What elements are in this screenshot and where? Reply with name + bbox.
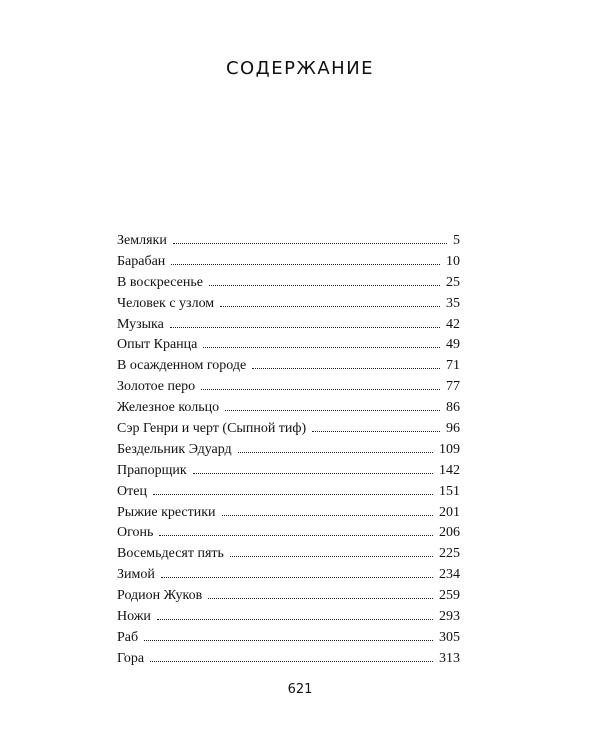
toc-entry-page: 71	[446, 358, 460, 374]
toc-entry-title: В воскресенье	[117, 274, 203, 290]
toc-entry-title: Человек с узлом	[117, 295, 215, 311]
toc-entry-page: 305	[439, 629, 460, 645]
toc-entry	[117, 503, 460, 524]
toc-entry-page: 86	[446, 400, 460, 416]
toc-entry	[117, 440, 460, 461]
table-of-contents	[117, 231, 460, 670]
toc-entry-title: Сэр Генри и черт (Сыпной тиф)	[117, 421, 307, 437]
toc-entry-page: 201	[439, 504, 460, 520]
toc-entry-title: Барабан	[117, 253, 166, 269]
toc-entry-page: 142	[439, 462, 460, 478]
dot-leader	[209, 285, 440, 286]
dot-leader	[238, 452, 433, 453]
dot-leader	[193, 473, 433, 474]
dot-leader	[220, 306, 440, 307]
toc-entry-title: Отец	[117, 483, 147, 499]
toc-entry-page: 49	[446, 337, 460, 353]
dot-leader	[230, 556, 433, 557]
toc-entry	[117, 419, 460, 440]
dot-leader	[208, 598, 433, 599]
toc-entry-title: В осажденном городе	[117, 358, 247, 374]
toc-entry	[117, 335, 460, 356]
toc-entry-page: 293	[439, 609, 460, 625]
dot-leader	[144, 640, 433, 641]
toc-entry-title: Золотое перо	[117, 379, 196, 395]
toc-entry-title: Прапорщик	[117, 462, 187, 478]
toc-entry-title: Родион Жуков	[117, 588, 203, 604]
toc-entry-page: 25	[446, 274, 460, 290]
toc-entry	[117, 607, 460, 628]
toc-entry	[117, 398, 460, 419]
toc-entry	[117, 649, 460, 670]
toc-entry-title: Ножи	[117, 609, 151, 625]
toc-entry	[117, 252, 460, 273]
toc-entry-page: 42	[446, 316, 460, 332]
toc-entry-title: Опыт Кранца	[117, 337, 198, 353]
toc-entry	[117, 461, 460, 482]
toc-entry	[117, 377, 460, 398]
toc-entry	[117, 294, 460, 315]
dot-leader	[203, 347, 440, 348]
dot-leader	[201, 389, 440, 390]
toc-entry-page: 35	[446, 295, 460, 311]
toc-entry	[117, 356, 460, 377]
toc-entry-title: Раб	[117, 629, 139, 645]
dot-leader	[312, 431, 440, 432]
dot-leader	[171, 264, 440, 265]
toc-entry	[117, 273, 460, 294]
dot-leader	[170, 327, 440, 328]
dot-leader	[150, 661, 433, 662]
toc-entry-title: Железное кольцо	[117, 400, 220, 416]
toc-entry-title: Бездельник Эдуард	[117, 441, 232, 457]
toc-entry-title: Земляки	[117, 233, 167, 248]
dot-leader	[173, 243, 447, 244]
toc-entry	[117, 482, 460, 503]
dot-leader	[157, 619, 433, 620]
toc-entry-title: Музыка	[117, 316, 164, 332]
toc-entry-page: 313	[439, 650, 460, 666]
toc-entry-page: 5	[453, 233, 460, 248]
toc-entry	[117, 544, 460, 565]
toc-entry	[117, 628, 460, 649]
toc-entry	[117, 565, 460, 586]
toc-entry-page: 234	[439, 567, 460, 583]
dot-leader	[161, 577, 433, 578]
toc-entry-title: Огонь	[117, 525, 154, 541]
toc-entry-page: 151	[439, 483, 460, 499]
dot-leader	[222, 515, 433, 516]
toc-entry	[117, 231, 460, 252]
toc-entry-page: 206	[439, 525, 460, 541]
toc-entry	[117, 523, 460, 544]
toc-entry-title: Рыжие крестики	[117, 504, 216, 520]
dot-leader	[225, 410, 440, 411]
toc-entry	[117, 315, 460, 336]
toc-entry-page: 109	[439, 441, 460, 457]
dot-leader	[159, 535, 433, 536]
toc-entry-page: 259	[439, 588, 460, 604]
toc-entry-title: Гора	[117, 650, 145, 666]
toc-entry-title: Зимой	[117, 567, 155, 583]
toc-entry-title: Восемьдесят пять	[117, 546, 224, 562]
page-number: 621	[287, 682, 313, 697]
dot-leader	[252, 368, 440, 369]
toc-entry-page: 10	[446, 253, 460, 269]
toc-entry-page: 96	[446, 421, 460, 437]
toc-entry-page: 77	[446, 379, 460, 395]
toc-entry-page: 225	[439, 546, 460, 562]
toc-entry	[117, 586, 460, 607]
dot-leader	[153, 494, 433, 495]
page-title: СОДЕРЖАНИЕ	[225, 58, 375, 79]
